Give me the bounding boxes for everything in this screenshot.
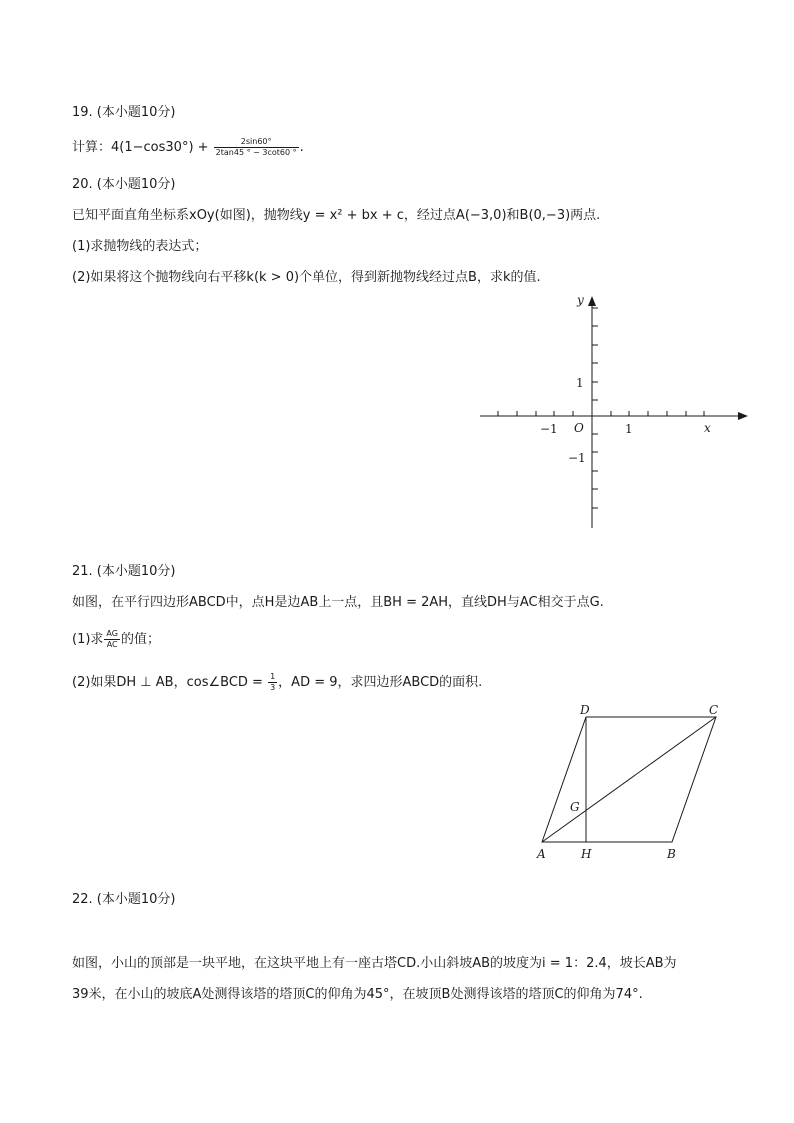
y-tick-label-neg1: −1 <box>568 451 586 465</box>
q21-part2-num: 1 <box>270 672 276 681</box>
label-b: B <box>667 847 676 861</box>
q19-header: 19. (本小题10分) <box>72 105 176 120</box>
q20-coordinate-figure <box>470 288 760 533</box>
label-g: G <box>570 800 580 814</box>
q22-line1: 如图，小山的顶部是一块平地，在这块平地上有一座古塔CD.小山斜坡AB的坡度为i = 1：2.4，坡长AB为 <box>72 956 677 971</box>
label-h: H <box>581 847 592 861</box>
q21-part1-post: 的值； <box>120 632 160 647</box>
q20-stem: 已知平面直角坐标系xOy(如图)，抛物线y = x² + bx + c，经过点A(−3,0)和B(0,−3)两点. <box>72 208 601 223</box>
q22-line2: 39米，在小山的坡底A处测得该塔的塔顶C的仰角为45°，在坡顶B处测得该塔的塔顶C的仰角为74°. <box>72 987 643 1002</box>
q21-part2-den: 3 <box>270 683 276 692</box>
q20-part1: (1)求抛物线的表达式； <box>72 239 208 254</box>
q20-header: 20. (本小题10分) <box>72 177 176 192</box>
q22-header: 22. (本小题10分) <box>72 892 176 907</box>
q19-frac-den: 2tan45 ° − 3cot60 ° <box>215 148 297 157</box>
q21-part2-pre: (2)如果DH ⊥ AB，cos∠BCD = <box>72 675 268 690</box>
x-axis-arrow <box>738 412 748 420</box>
y-axis-arrow <box>588 296 596 306</box>
label-c: C <box>709 703 719 717</box>
x-tick-label-1: 1 <box>625 422 633 436</box>
q21-part1-pre: (1)求 <box>72 632 104 647</box>
q19-expression <box>72 137 304 158</box>
segment-ac <box>542 717 716 842</box>
q21-part2-fraction <box>268 672 277 693</box>
origin-label: O <box>574 421 584 435</box>
x-axis-label: x <box>704 421 711 435</box>
q19-fraction <box>214 137 299 158</box>
q21-part1-den: AC <box>106 640 118 649</box>
label-d: D <box>580 703 590 717</box>
q19-expr-lead: 4(1−cos30°) + <box>111 140 213 155</box>
q21-part1 <box>72 629 160 650</box>
q21-part2 <box>72 672 482 693</box>
q19-frac-num: 2sin60° <box>214 137 299 148</box>
q21-parallelogram-figure <box>528 700 728 865</box>
q19-prefix: 计算： <box>72 140 112 155</box>
y-tick-label-1: 1 <box>576 376 584 390</box>
y-axis-label: y <box>577 293 584 307</box>
label-a: A <box>537 847 546 861</box>
q21-header: 21. (本小题10分) <box>72 564 176 579</box>
q21-part2-post: ，AD = 9，求四边形ABCD的面积. <box>278 675 483 690</box>
q21-stem: 如图，在平行四边形ABCD中，点H是边AB上一点，且BH = 2AH，直线DH与AC相交于点G. <box>72 595 604 610</box>
q20-part2: (2)如果将这个抛物线向右平移k(k > 0)个单位，得到新抛物线经过点B，求k的值. <box>72 270 541 285</box>
x-tick-label-neg1: −1 <box>540 422 558 436</box>
q21-part1-num: AG <box>106 629 118 638</box>
q19-tail: . <box>299 140 304 155</box>
q21-part1-fraction <box>104 629 120 650</box>
x-ticks <box>498 411 704 416</box>
y-ticks <box>592 308 598 508</box>
